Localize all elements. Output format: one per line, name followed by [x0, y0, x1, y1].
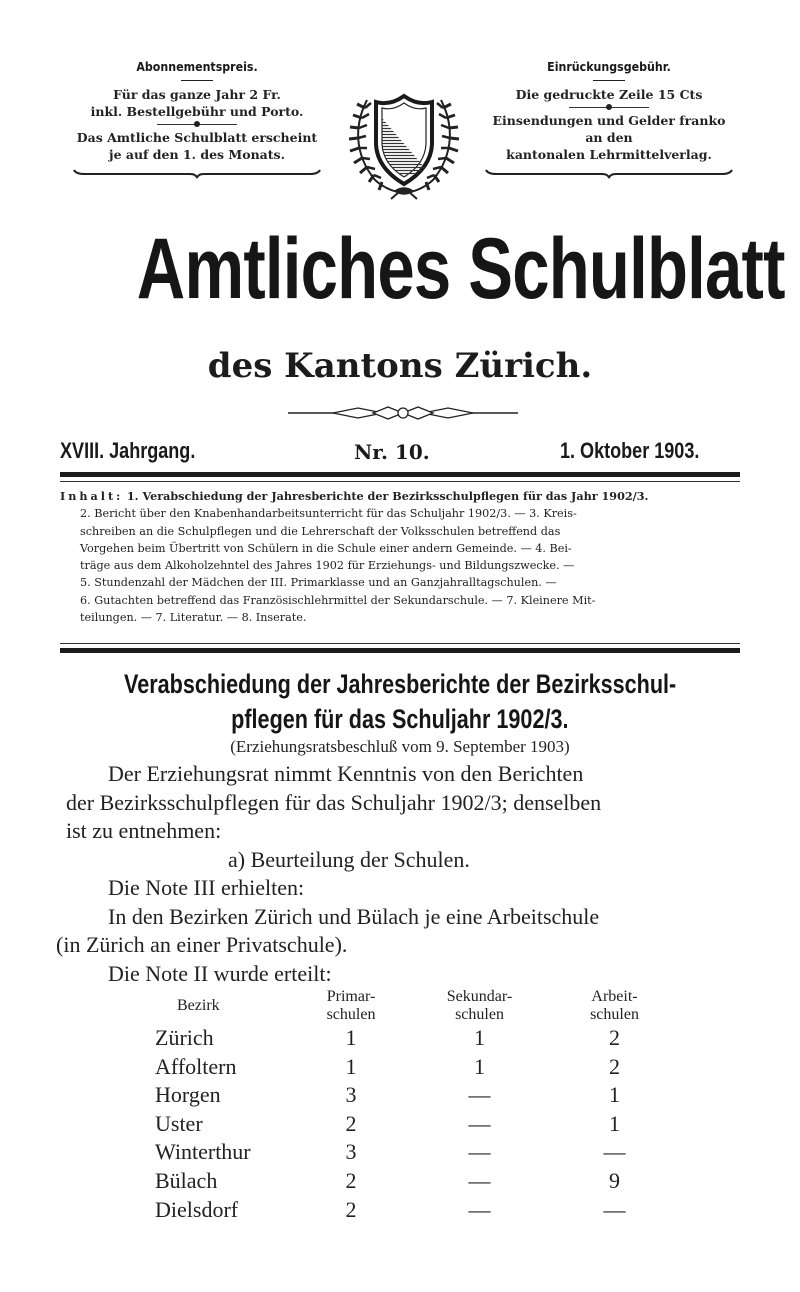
insertion-fee-line-3: an den — [585, 130, 633, 145]
resolution-note: (Erziehungsratsbeschluß vom 9. September 1903) — [230, 737, 570, 756]
table-row — [155, 1024, 667, 1053]
note-iii-intro: Die Note III erhielten: — [108, 875, 305, 900]
brace-divider-icon — [72, 169, 322, 179]
header-arbeitschulen: Arbeit- schulen — [590, 988, 639, 1023]
cell-primar: 2 — [345, 1167, 357, 1193]
paragraph-line: ist zu entnehmen: — [66, 818, 222, 843]
insertion-fee-line-2: Einsendungen und Gelder franko — [492, 113, 726, 128]
cell-arbeit: — — [603, 1196, 626, 1222]
grades-table — [155, 988, 667, 1224]
cell-bezirk: Zürich — [155, 1025, 214, 1050]
publication-subtitle: des Kantons Zürich. — [207, 346, 593, 386]
contents-label: Inhalt: — [60, 489, 124, 503]
paragraph-line: Der Erziehungsrat nimmt Kenntnis von den Berichten — [108, 761, 584, 786]
cell-sekundar: — — [468, 1139, 491, 1165]
short-rule — [593, 80, 625, 81]
contents-item-1: 1. Verabschiedung der Jahresberichte der Bezirksschulpflegen für das Jahr 1902/3. — [126, 489, 649, 503]
zurich-crest-icon — [345, 88, 463, 200]
note-ii-intro: Die Note II wurde erteilt: — [108, 960, 332, 986]
table-row — [155, 1081, 667, 1110]
cell-sekundar: — — [468, 1082, 491, 1108]
cell-sekundar: 1 — [474, 1025, 485, 1050]
table-row — [155, 1167, 667, 1196]
subscription-line-4: je auf den 1. des Monats. — [109, 147, 285, 162]
cell-primar: 2 — [345, 1110, 357, 1136]
contents-line: Vorgehen beim Übertritt von Schülern in die Schule einer andern Gemeinde. — 4. Bei- — [80, 541, 572, 555]
cell-primar: 3 — [345, 1139, 357, 1165]
insertion-fee-heading: Einrückungsgebühr. — [547, 60, 671, 74]
cell-bezirk: Uster — [155, 1110, 203, 1136]
paragraph-line: In den Bezirken Zürich und Bülach je eine Arbeitschule — [108, 903, 600, 929]
paragraph-line: (in Zürich an einer Privatschule). — [56, 932, 348, 957]
article-heading — [50, 666, 750, 702]
header-bezirk: Bezirk — [177, 997, 220, 1014]
cell-bezirk: Horgen — [155, 1082, 221, 1108]
header-primarschulen: Primar- schulen — [326, 988, 376, 1023]
contents-line: 5. Stundenzahl der Mädchen der III. Primarklasse und an Ganzjahralltagschulen. — — [80, 576, 557, 590]
cell-sekundar: — — [468, 1196, 491, 1222]
table-row — [155, 1138, 667, 1167]
cell-arbeit: 1 — [609, 1110, 620, 1136]
section-heading-a: a) Beurteilung der Schulen. — [228, 846, 470, 872]
cell-sekundar: — — [468, 1167, 491, 1193]
cell-arbeit: 2 — [609, 1025, 620, 1050]
cell-primar: 1 — [345, 1025, 357, 1050]
dot-divider-icon — [569, 103, 649, 112]
cell-sekundar: 1 — [474, 1053, 485, 1079]
article-body — [56, 760, 746, 988]
cell-bezirk: Affoltern — [155, 1053, 237, 1079]
publication-title: Amtliches Schulblatt — [136, 221, 785, 317]
cell-arbeit: 9 — [609, 1167, 620, 1193]
cell-arbeit: 1 — [609, 1082, 620, 1108]
paragraph-line: der Bezirksschulpflegen für das Schuljahr 1902/3; denselben — [66, 789, 602, 815]
insertion-fee-box — [474, 60, 744, 179]
article-heading-line-1: Verabschiedung der Jahresberichte der Bezirksschul- — [123, 669, 677, 699]
contents-rule-thin — [60, 643, 740, 644]
subscription-line-2: inkl. Bestellgebühr und Porto. — [90, 104, 304, 119]
table-of-contents — [60, 488, 740, 626]
insertion-fee-line-1: Die gedruckte Zeile 15 Cts — [515, 87, 703, 102]
dot-divider-icon — [157, 120, 237, 129]
article-heading-2 — [50, 701, 750, 737]
short-rule — [181, 80, 213, 81]
brace-divider-icon — [484, 169, 734, 179]
issue-date: 1. Oktober 1903. — [560, 438, 700, 463]
subscription-heading: Abonnementspreis. — [136, 60, 258, 74]
contents-line: schreiben an die Schulpflegen und die Lehrerschaft der Volksschulen betreffend das — [80, 524, 561, 538]
cell-primar: 3 — [345, 1082, 357, 1108]
table-row — [155, 1196, 667, 1225]
insertion-fee-line-4: kantonalen Lehrmittelverlag. — [506, 147, 712, 162]
article-heading-line-2: pflegen für das Schuljahr 1902/3. — [231, 704, 569, 734]
contents-line: teilungen. — 7. Literatur. — 8. Inserate. — [80, 611, 307, 625]
header-rule-thin — [60, 481, 740, 482]
cell-bezirk: Winterthur — [155, 1139, 251, 1165]
cell-sekundar: — — [468, 1110, 491, 1136]
cell-bezirk: Dielsdorf — [155, 1196, 239, 1222]
contents-line: 6. Gutachten betreffend das Französischlehrmittel der Sekundarschule. — 7. Kleinere Mit- — [80, 593, 596, 607]
header-sekundarschulen: Sekundar- schulen — [446, 988, 513, 1023]
subscription-line-1: Für das ganze Jahr 2 Fr. — [113, 87, 281, 102]
table-header-row — [155, 988, 667, 1024]
cell-primar: 2 — [345, 1196, 357, 1222]
cell-arbeit: — — [603, 1139, 626, 1165]
subscription-line-3: Das Amtliche Schulblatt erscheint — [76, 130, 318, 145]
contents-line: 2. Bericht über den Knabenhandarbeitsunterricht für das Schuljahr 1902/3. — 3. Kreis- — [80, 507, 577, 521]
issue-number: Nr. 10. — [354, 440, 430, 464]
table-row — [155, 1110, 667, 1139]
subscription-price-box — [62, 60, 332, 179]
cell-primar: 1 — [345, 1053, 357, 1079]
ornamental-divider-icon — [288, 405, 518, 421]
cell-bezirk: Bülach — [155, 1167, 218, 1193]
contents-rule — [60, 648, 740, 653]
issue-info-row — [60, 432, 744, 468]
cell-arbeit: 2 — [609, 1053, 620, 1079]
volume-label: XVIII. Jahrgang. — [60, 438, 196, 463]
table-row — [155, 1053, 667, 1082]
header-rule — [60, 472, 740, 477]
contents-line: träge aus dem Alkoholzehntel des Jahres 1902 für Erziehungs- und Bildungszwecke. — — [80, 559, 575, 573]
